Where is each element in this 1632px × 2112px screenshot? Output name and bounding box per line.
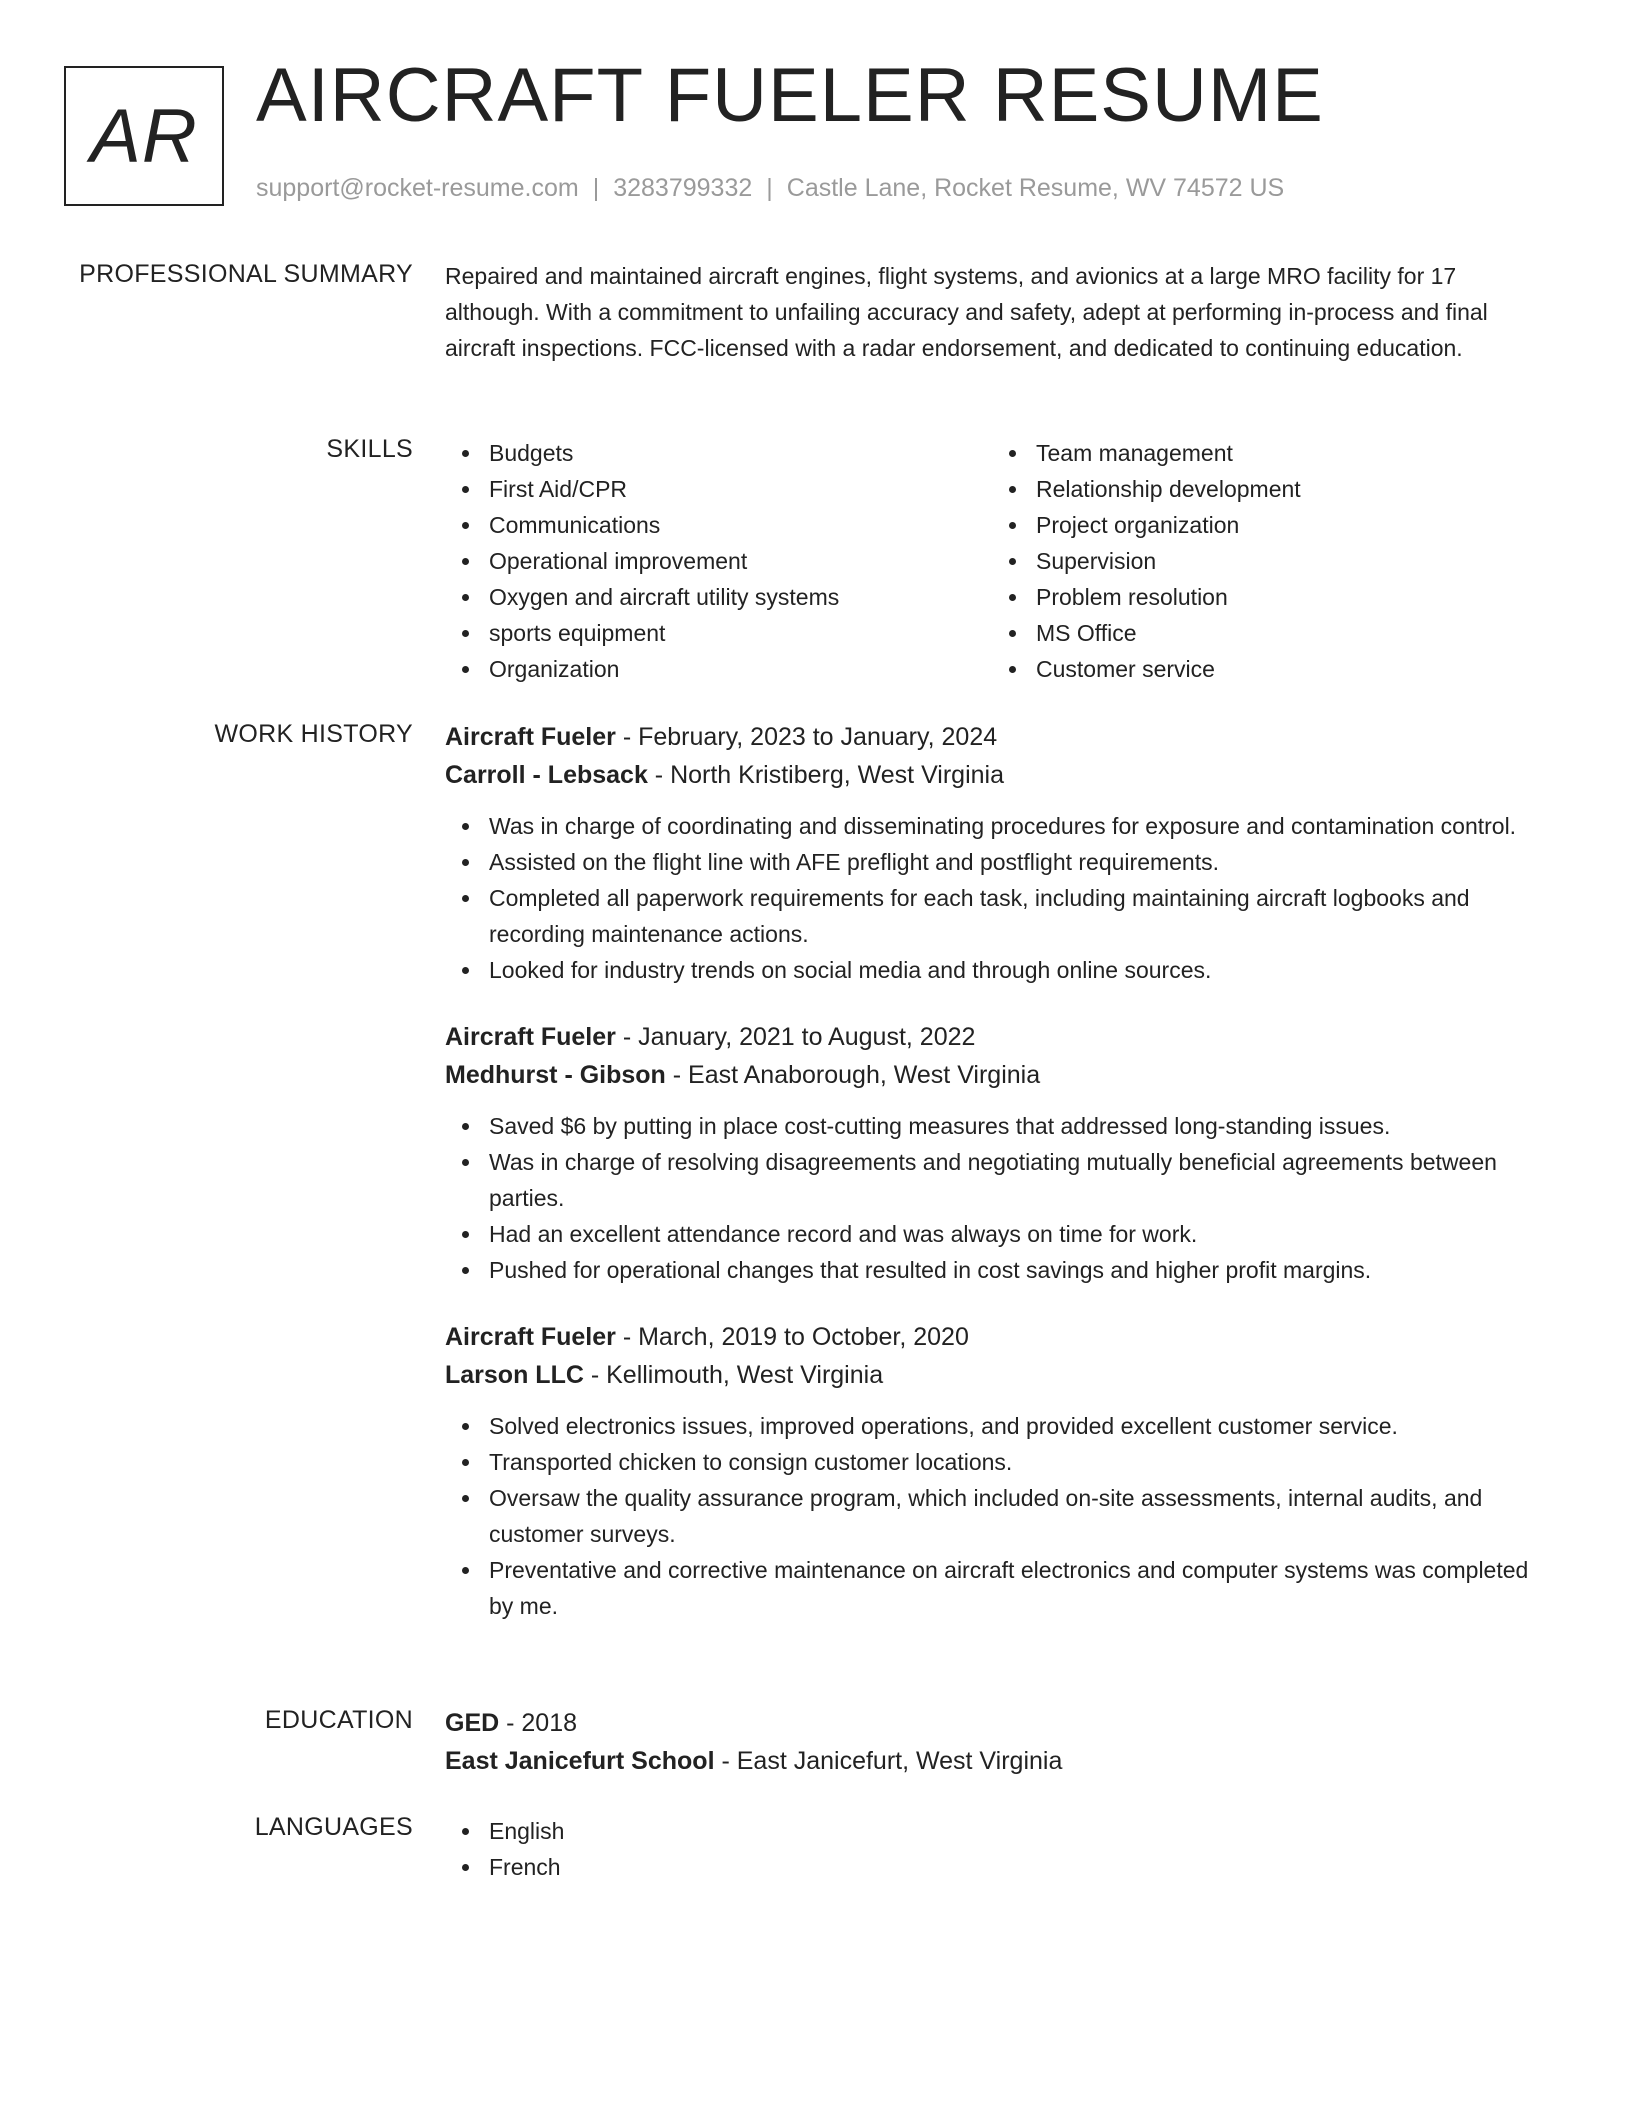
job-bullet-list (445, 1408, 1555, 1624)
skill-item: Project organization (992, 507, 1539, 543)
skills-body (445, 435, 1555, 687)
job-dates: - February, 2023 to January, 2024 (615, 723, 998, 751)
education-location: - East Janicefurt, West Virginia (714, 1747, 1063, 1775)
job-dates: - March, 2019 to October, 2020 (615, 1323, 969, 1351)
job-title-line (445, 1018, 1555, 1056)
skill-item: Communications (445, 507, 992, 543)
job-location: - East Anaborough, West Virginia (665, 1061, 1041, 1089)
skill-item: sports equipment (445, 615, 992, 651)
education-school-line (445, 1742, 1555, 1780)
job-bullet: Solved electronics issues, improved operations, and provided excellent customer service. (445, 1408, 1555, 1444)
summary-body (445, 260, 1555, 366)
job-bullet: Pushed for operational changes that resulted in cost savings and higher profit margins. (445, 1252, 1555, 1288)
job-bullet: Saved $6 by putting in place cost-cutting measures that addressed long-standing issues. (445, 1108, 1555, 1144)
job-title-line (445, 1318, 1555, 1356)
job-bullet: Was in charge of coordinating and disseminating procedures for exposure and contamination control. (445, 808, 1555, 844)
job-bullet: Looked for industry trends on social media and through online sources. (445, 952, 1555, 988)
skills-columns (445, 435, 1555, 687)
section-heading-skills: SKILLS (326, 435, 413, 463)
job-company-line (445, 1356, 1555, 1394)
contact-separator: | (766, 174, 773, 202)
work-history-body (445, 718, 1555, 1624)
education-degree: GED (445, 1709, 500, 1737)
skill-item: Customer service (992, 651, 1539, 687)
contact-separator: | (592, 174, 600, 202)
languages-body (445, 1813, 1555, 1885)
education-year: - 2018 (499, 1709, 578, 1737)
language-item: English (445, 1813, 1555, 1849)
contact-line (256, 174, 1284, 203)
education-school: East Janicefurt School (445, 1747, 715, 1775)
skill-item: Team management (992, 435, 1539, 471)
job-title: Aircraft Fueler (445, 723, 616, 751)
job-bullet: Was in charge of resolving disagreements and negotiating mutually beneficial agreements between parties. (445, 1144, 1555, 1216)
monogram-initials: AR (90, 93, 198, 179)
skills-list-left (445, 435, 992, 687)
job-entry (445, 1318, 1555, 1624)
education-degree-line (445, 1704, 1555, 1742)
skill-item: Organization (445, 651, 992, 687)
summary-text: Repaired and maintained aircraft engines, flight systems, and avionics at a large MRO facility for 17 although. With a commitment to unfailing accuracy and safety, adept at performing in-process and final aircraft inspections. FCC-licensed with a radar endorsement, and dedicated to continuing education. (445, 263, 1488, 361)
job-title: Aircraft Fueler (445, 1323, 616, 1351)
job-bullet: Completed all paperwork requirements for each task, including maintaining aircraft logbooks and recording maintenance actions. (445, 880, 1555, 952)
job-bullet-list (445, 1108, 1555, 1288)
skill-item: Budgets (445, 435, 992, 471)
job-bullet: Oversaw the quality assurance program, which included on-site assessments, internal audits, and customer surveys. (445, 1480, 1555, 1552)
job-bullet: Preventative and corrective maintenance on aircraft electronics and computer systems was completed by me. (445, 1552, 1555, 1624)
contact-phone: 3283799332 (613, 174, 753, 202)
contact-address: Castle Lane, Rocket Resume, WV 74572 US (786, 174, 1285, 202)
skill-item: Relationship development (992, 471, 1539, 507)
section-heading-languages: LANGUAGES (254, 1813, 413, 1841)
section-heading-education: EDUCATION (264, 1706, 413, 1734)
skill-item: Operational improvement (445, 543, 992, 579)
job-entry (445, 1018, 1555, 1288)
job-company-line (445, 1056, 1555, 1094)
skill-item: First Aid/CPR (445, 471, 992, 507)
contact-email: support@rocket-resume.com (256, 174, 579, 202)
skill-item: Oxygen and aircraft utility systems (445, 579, 992, 615)
skill-item: MS Office (992, 615, 1539, 651)
monogram-badge (64, 66, 224, 206)
skills-list-right (992, 435, 1539, 687)
job-title: Aircraft Fueler (445, 1023, 616, 1051)
section-heading-work-history: WORK HISTORY (214, 720, 413, 748)
job-company: Medhurst - Gibson (445, 1061, 666, 1089)
job-location: - Kellimouth, West Virginia (583, 1361, 884, 1389)
job-dates: - January, 2021 to August, 2022 (615, 1023, 976, 1051)
education-body (445, 1704, 1555, 1780)
job-bullet-list (445, 808, 1555, 988)
job-company: Carroll - Lebsack (445, 761, 648, 789)
job-bullet: Had an excellent attendance record and was always on time for work. (445, 1216, 1555, 1252)
skill-item: Supervision (992, 543, 1539, 579)
languages-list (445, 1813, 1555, 1885)
section-heading-summary: PROFESSIONAL SUMMARY (79, 260, 413, 288)
language-item: French (445, 1849, 1555, 1885)
job-bullet: Assisted on the flight line with AFE preflight and postflight requirements. (445, 844, 1555, 880)
skill-item: Problem resolution (992, 579, 1539, 615)
job-company-line (445, 756, 1555, 794)
job-location: - North Kristiberg, West Virginia (647, 761, 1004, 789)
job-entry (445, 718, 1555, 988)
resume-title: AIRCRAFT FUELER RESUME (256, 53, 1324, 138)
job-bullet: Transported chicken to consign customer locations. (445, 1444, 1555, 1480)
job-title-line (445, 718, 1555, 756)
job-company: Larson LLC (445, 1361, 584, 1389)
